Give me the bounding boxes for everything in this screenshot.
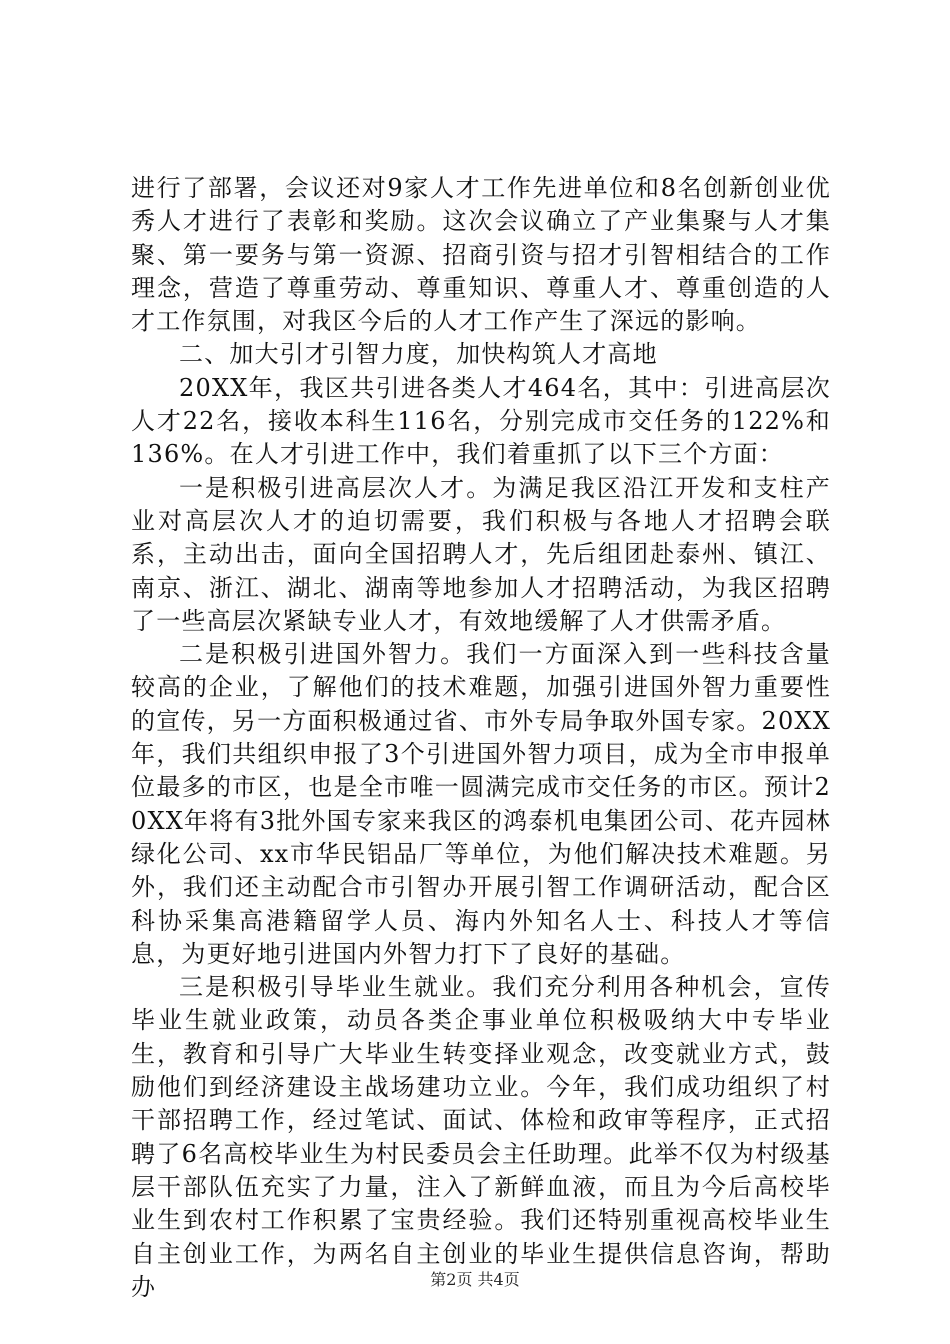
paragraph-foreign-intelligence: 二是积极引进国外智力。我们一方面深入到一些科技含量较高的企业，了解他们的技术难题，加强引进国外智力重要性的宣传，另一方面积极通过省、市外专局争取外国专家。20XX年，我们共组织申报了3个引进国外智力项目，成为全市申报单位最多的市区，也是全市唯一圆满完成市交任务的市区。预计20XX年将有3批外国专家来我区的鸿泰机电集团公司、花卉园林绿化公司、xx市华民铝品厂等单位，为他们解决技术难题。另外，我们还主动配合市引智办开展引智工作调研活动，配合区科协采集高港籍留学人员、海内外知名人士、科技人才等信息，为更好地引进国内外智力打下了良好的基础。 xyxy=(131,640,831,968)
page-number-footer: 第2页 共4页 xyxy=(430,1270,520,1289)
paragraph-continuation: 进行了部署，会议还对9家人才工作先进单位和8名创新创业优秀人才进行了表彰和奖励。这次会议确立了产业集聚与人才集聚、第一要务与第一资源、招商引资与招才引智相结合的工作理念，营造了尊重劳动、尊重知识、尊重人才、尊重创造的人才工作氛围，对我区今后的人才工作产生了深远的影响。 xyxy=(131,174,831,336)
paragraph-high-level-talent: 一是积极引进高层次人才。为满足我区沿江开发和支柱产业对高层次人才的迫切需要，我们积极与各地人才招聘会联系，主动出击，面向全国招聘人才，先后组团赴泰州、镇江、南京、浙江、湖北、湖南等地参加人才招聘活动，为我区招聘了一些高层次紧缺专业人才，有效地缓解了人才供需矛盾。 xyxy=(131,473,831,635)
document-body xyxy=(131,172,831,1304)
paragraph-graduate-employment: 三是积极引导毕业生就业。我们充分利用各种机会，宣传毕业生就业政策，动员各类企事业单位积极吸纳大中专毕业生，教育和引导广大毕业生转变择业观念，改变就业方式，鼓励他们到经济建设主战场建功立业。今年，我们成功组织了村干部招聘工作，经过笔试、面试、体检和政审等程序，正式招聘了6名高校毕业生为村民委员会主任助理。此举不仅为村级基层干部队伍充实了力量，注入了新鲜血液，而且为今后高校毕业生到农村工作积累了宝贵经验。我们还特别重视高校毕业生自主创业工作，为两名自主创业的毕业生提供信息咨询，帮助办 xyxy=(131,973,831,1301)
paragraph-summary: 20XX年，我区共引进各类人才464名，其中：引进高层次人才22名，接收本科生116名，分别完成市交任务的122%和136%。在人才引进工作中，我们着重抓了以下三个方面： xyxy=(131,373,831,469)
section-heading: 二、加大引才引智力度，加快构筑人才高地 xyxy=(179,340,658,369)
